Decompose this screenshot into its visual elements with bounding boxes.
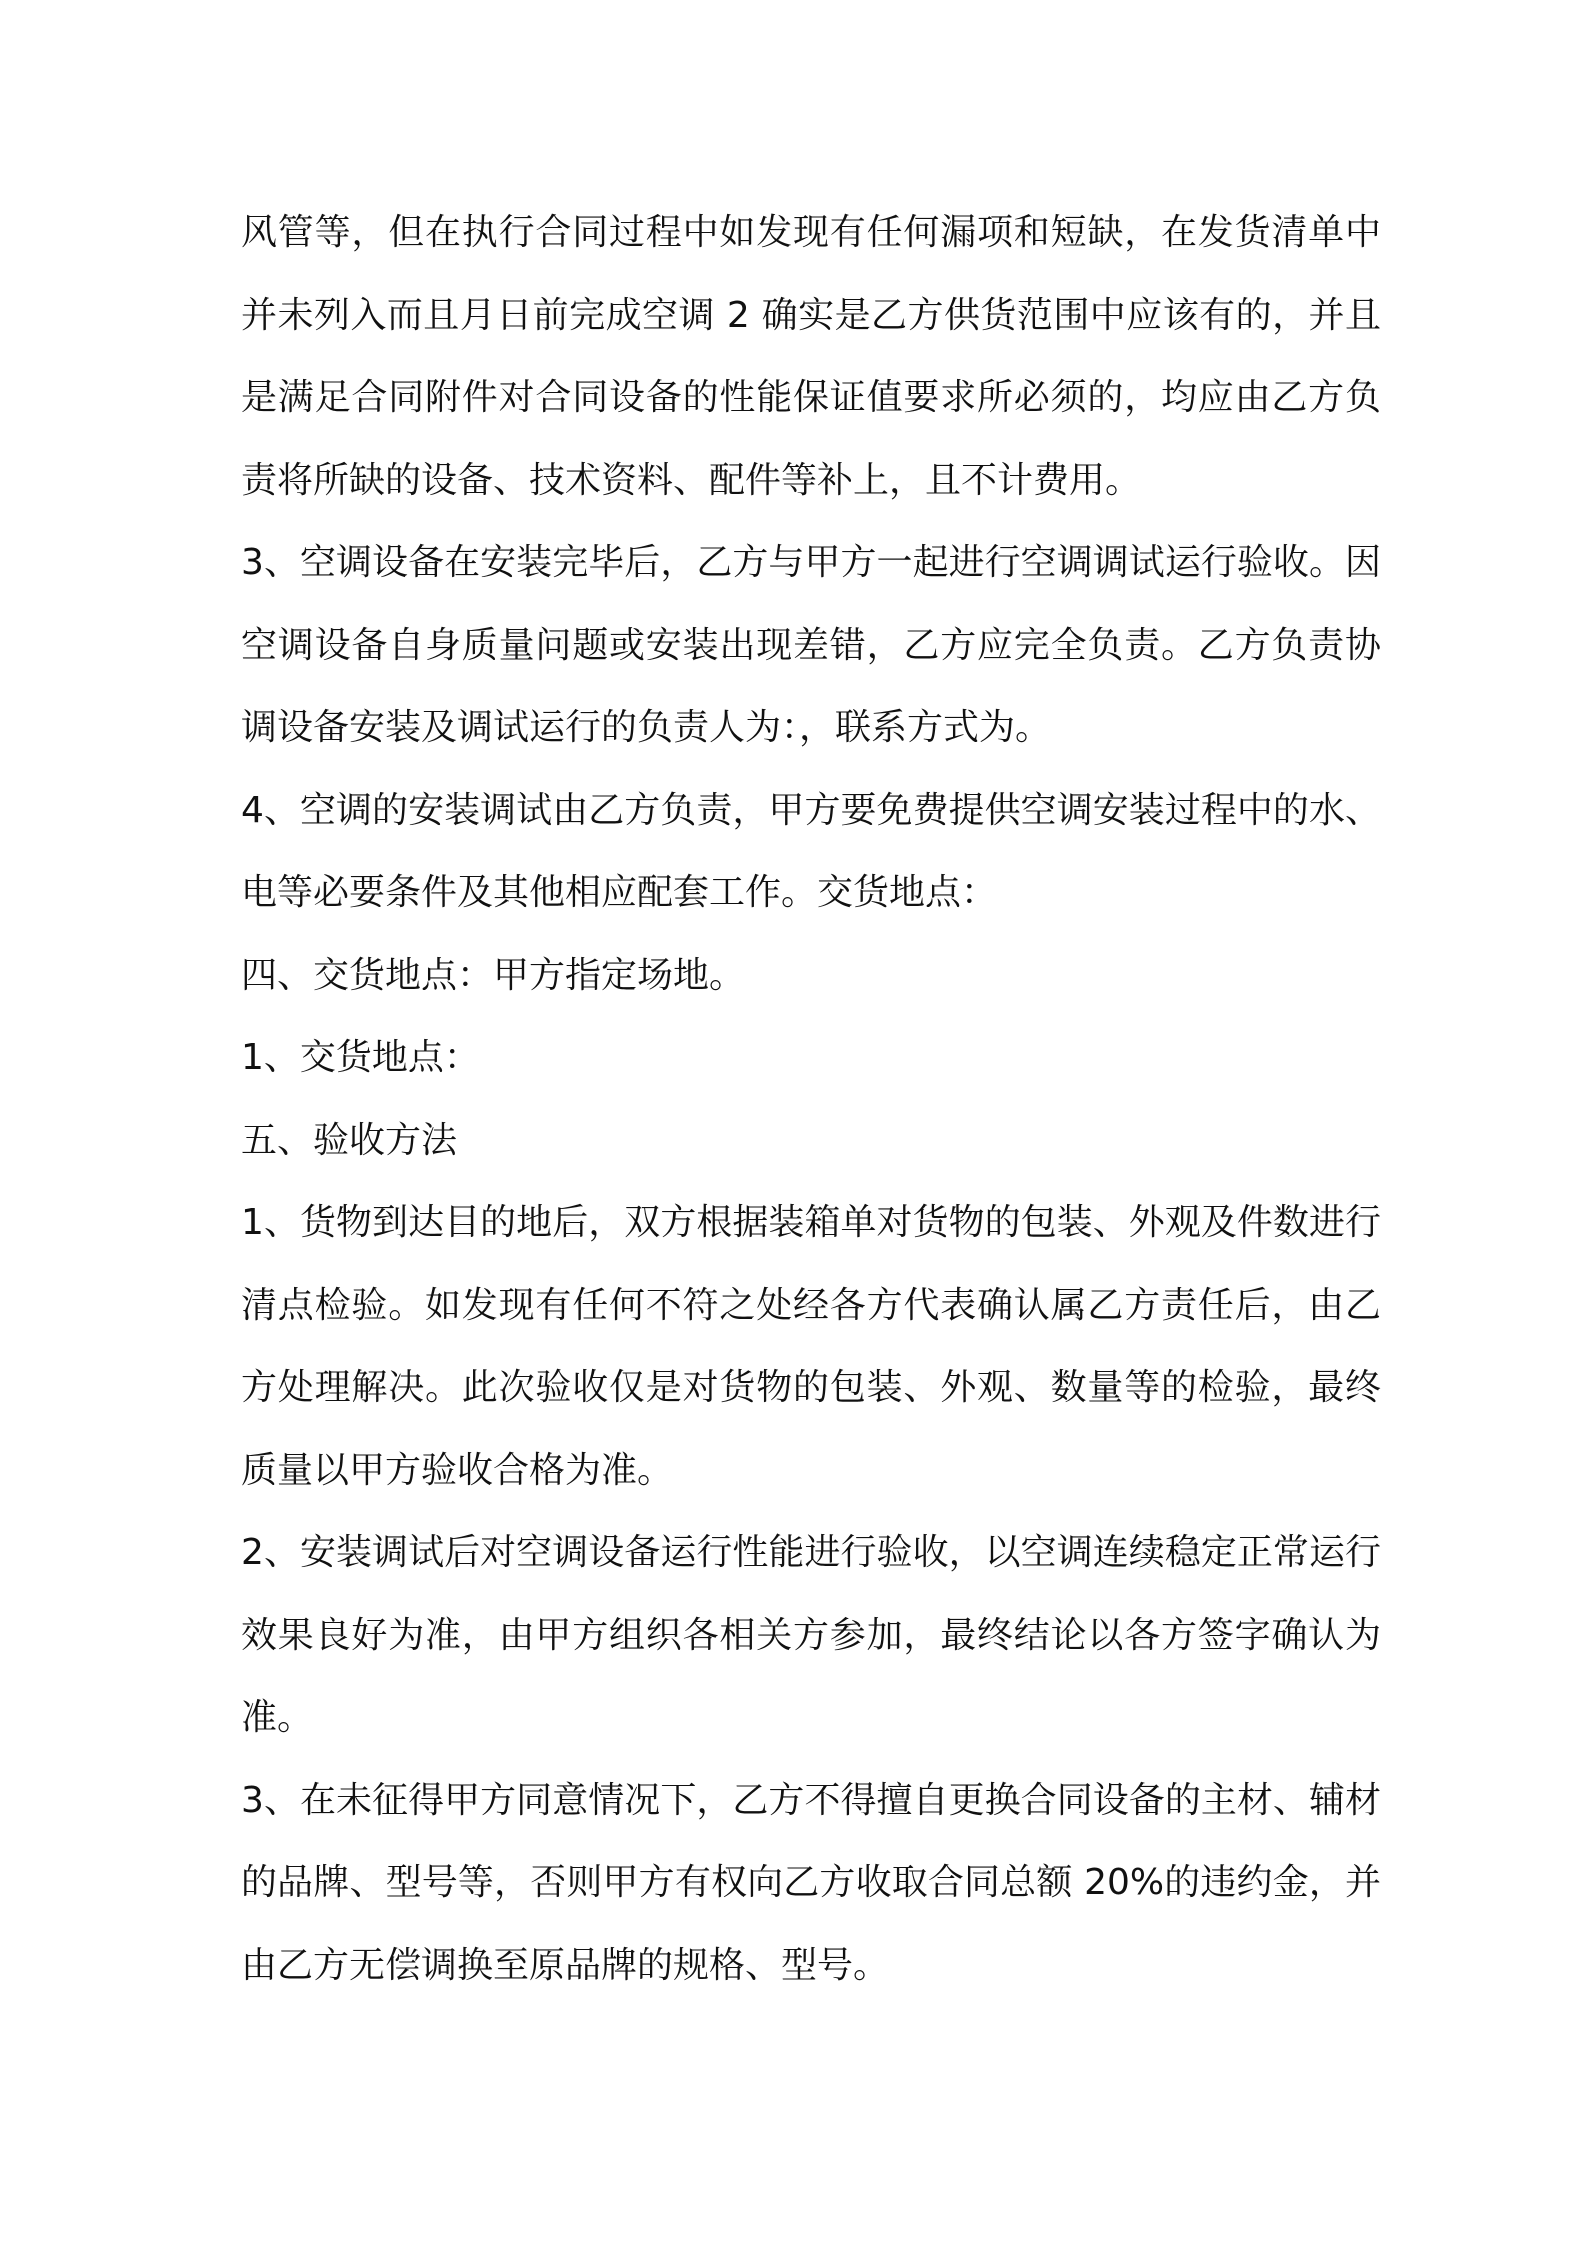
- paragraph: 3、在未征得甲方同意情况下，乙方不得擅自更换合同设备的主材、辅材的品牌、型号等，否则甲方有权向乙方收取合同总额 20%的违约金，并由乙方无偿调换至原品牌的规格、型号。: [241, 1779, 1381, 1986]
- paragraph: 1、交货地点：: [241, 1037, 480, 1078]
- paragraph: 风管等，但在执行合同过程中如发现有任何漏项和短缺，在发货清单中并未列入而且月日前完成空调 2 确实是乙方供货范围中应该有的，并且是满足合同附件对合同设备的性能保证值要求所必须的，均应由乙方负责将所缺的设备、技术资料、配件等补上，且不计费用。: [241, 212, 1381, 501]
- section-heading: 五、验收方法: [241, 1119, 458, 1161]
- paragraph: 3、空调设备在安装完毕后，乙方与甲方一起进行空调调试运行验收。因空调设备自身质量问题或安装出现差错，乙方应完全负责。乙方负责协调设备安装及调试运行的负责人为：，联系方式为。: [241, 542, 1381, 748]
- paragraph: 2、安装调试后对空调设备运行性能进行验收，以空调连续稳定正常运行效果良好为准，由甲方组织各相关方参加，最终结论以各方签字确认为准。: [241, 1532, 1381, 1738]
- section-heading: 四、交货地点：甲方指定场地。: [241, 954, 746, 996]
- paragraph: 1、货物到达目的地后，双方根据装箱单对货物的包装、外观及件数进行清点检验。如发现有任何不符之处经各方代表确认属乙方责任后，由乙方处理解决。此次验收仅是对货物的包装、外观、数量等的检验，最终质量以甲方验收合格为准。: [241, 1202, 1381, 1491]
- document-body: [241, 192, 1381, 2007]
- paragraph: 4、空调的安装调试由乙方负责，甲方要免费提供空调安装过程中的水、电等必要条件及其他相应配套工作。交货地点：: [241, 789, 1381, 913]
